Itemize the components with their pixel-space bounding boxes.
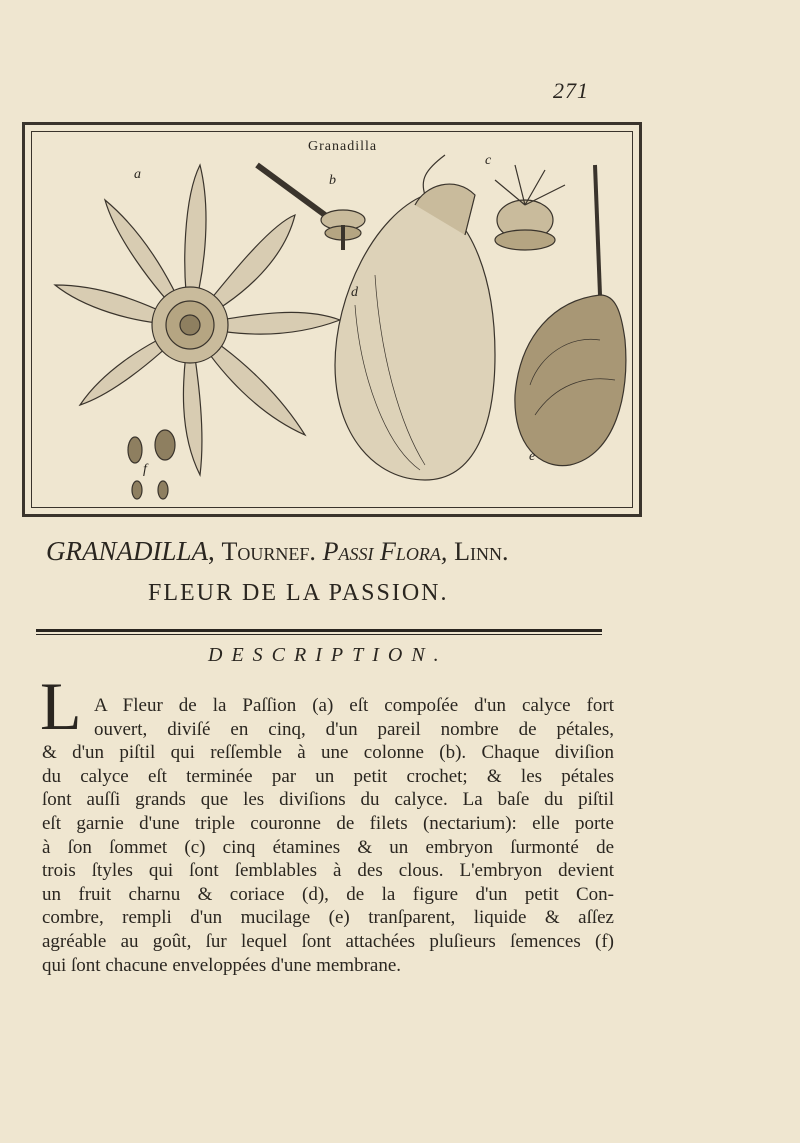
description-line: & d'un piſtil qui reſſemble à une colonne (b). Chaque diviſion xyxy=(42,742,614,764)
figure-label-d: d xyxy=(351,285,358,300)
figure-label-c: c xyxy=(485,153,492,168)
description-line: ouvert, diviſé en cinq, d'un pareil nombre de pétales, xyxy=(94,718,614,740)
title-separator: , xyxy=(208,536,222,566)
description-line: agréable au goût, ſur lequel ſont attachées pluſieurs ſemences (f) xyxy=(42,930,614,952)
plate-caption: Granadilla xyxy=(308,139,378,154)
description-line: du calyce eſt terminée par un petit crochet; & les pétales xyxy=(42,765,614,787)
description-line: qui ſont chacune enveloppées d'une membrane. xyxy=(42,954,402,976)
page-number: 271 xyxy=(553,78,589,103)
divider-rule-thin xyxy=(36,634,602,635)
figure-label-e: e xyxy=(529,449,536,464)
description-line: trois ſtyles qui ſont ſemblables à des clous. L'embryon devient xyxy=(42,860,614,882)
description-line: eſt garnie d'une triple couronne de filets (nectarium): elle porte xyxy=(42,812,614,834)
section-heading: DESCRIPTION. xyxy=(208,644,448,666)
common-name: FLEUR DE LA PASSION. xyxy=(148,580,449,606)
botanical-plate xyxy=(22,122,642,517)
divider-rule-thick xyxy=(36,629,602,632)
seeds-illustration xyxy=(128,430,175,499)
description-paragraph xyxy=(42,694,614,977)
synonym-name: Passi Flora, xyxy=(322,537,448,566)
description-line: A Fleur de la Paſſion (a) eſt compoſée d'un calyce fort xyxy=(94,695,614,716)
description-line: combre, rempli d'un mucilage (e) tranſparent, liquide & aſſez xyxy=(42,907,614,929)
author-tournefort: Tournef. xyxy=(221,537,316,566)
passion-flower-illustration xyxy=(55,165,340,475)
fruit-illustration xyxy=(335,155,495,480)
author-linnaeus: Linn. xyxy=(454,537,509,566)
stamen-illustration xyxy=(495,165,565,250)
description-line: ſont auſſi grands que les diviſions du calyce. La baſe du piſtil xyxy=(42,789,614,811)
figure-label-f: f xyxy=(143,462,147,477)
plant-title xyxy=(46,536,766,567)
genus-name: GRANADILLA xyxy=(46,536,208,566)
drop-cap: L xyxy=(40,668,82,744)
figure-label-b: b xyxy=(329,173,336,188)
description-line: un fruit charnu & coriace (d), de la figure d'un petit Con- xyxy=(42,883,614,905)
description-line: à ſon ſommet (c) cinq étamines & un embryon ſurmonté de xyxy=(42,836,614,858)
figure-label-a: a xyxy=(134,167,141,182)
